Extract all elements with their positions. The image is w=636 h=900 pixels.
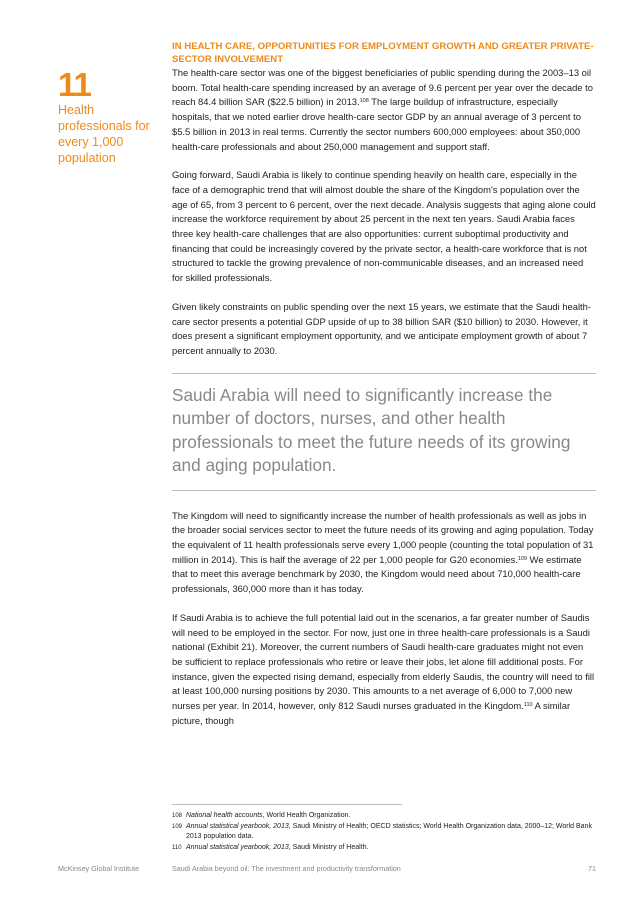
footnote-number: 110 [172, 844, 182, 851]
body-paragraph-3: Given likely constraints on public spending over the next 15 years, we estimate that the Saudi health-care sector presents a potential GDP upside of up to 38 billion SAR ($10 billion) to 2030. However, it does present a significant employment opportunity, and we anticipate employment growth of about 7 percent annually to 2030. [172, 300, 591, 356]
pull-quote: Saudi Arabia will need to significantly increase the number of doctors, nurses, and other health professionals to meet the future needs of its growing and aging population. [172, 384, 571, 476]
pull-quote-bottom-rule [172, 490, 596, 491]
paragraph-text: The large buildup of infrastructure, especially hospitals, that we noted earlier drove health-care sector GDP by an annual average of 3 percent to $5.5 billion in 2013 in real terms. Currently the sector numbers 600,000 employees: about 350,000 health-care professionals and about 250,000 management and support staff. [172, 96, 581, 152]
stat-number: 11 [58, 66, 91, 103]
footnote-text [186, 843, 596, 854]
footnotes [172, 804, 596, 853]
footnote-title: Annual statistical yearbook, 2013 [186, 843, 289, 851]
footer-publisher: McKinsey Global Institute [58, 864, 140, 873]
pull-quote-top-rule [172, 373, 596, 374]
footnote-item [172, 843, 596, 854]
section-heading: IN HEALTH CARE, OPPORTUNITIES FOR EMPLOYMENT GROWTH AND GREATER PRIVATE-SECTOR INVOLVEMENT [172, 41, 594, 65]
footnote-title: Annual statistical yearbook, 2013 [186, 822, 289, 830]
footnote-text [186, 811, 596, 822]
footnote-ref: 110 [523, 702, 533, 709]
paragraph-text: A similar picture, though [172, 700, 571, 726]
page-number: 71 [588, 864, 596, 873]
paragraph-text: The health-care sector was one of the biggest beneficiaries of public spending during the 2003–13 oil boom. Total health-care spending increased by an average of 9.6 percent per year over the decade to reach 84.4 billion SAR ($22.5 billion) in 2013. [172, 67, 593, 108]
footnote-ref: 108 [359, 98, 369, 105]
body-paragraph-5 [172, 611, 596, 729]
footnote-number: 109 [172, 823, 183, 830]
footer-report-title: Saudi Arabia beyond oil: The investment and productivity transformation [172, 864, 401, 873]
footnote-ref: 109 [517, 555, 528, 562]
stat-label: Health professionals for every 1,000 population [58, 103, 150, 165]
footnote-rest: , World Health Organization. [262, 812, 351, 819]
paragraph-text: The Kingdom will need to significantly increase the number of health professionals as well as jobs in the broader social services sector to meet the future needs of its growing and aging population. Today the equivalent of 11 health professionals serve every 1,000 people (counting the total population of 31 million in 2014). This is half the average of 22 per 1,000 people for G20 economies. [172, 509, 594, 565]
footnotes-rule [172, 804, 402, 805]
footnote-title: National health accounts [186, 812, 263, 819]
footnote-number: 108 [172, 813, 183, 819]
main-content [172, 40, 596, 729]
footnote-rest: , Saudi Ministry of Health. [288, 843, 369, 851]
body-paragraph-1 [172, 66, 596, 154]
paragraph-text: If Saudi Arabia is to achieve the full potential laid out in the scenarios, a far greater number of Saudis will need to be employed in the sector. For now, just one in three health-care professionals is a Saudi national (Exhibit 21). Moreover, the current numbers of Saudi health-care graduates might not even be sufficient to replace professionals who retire or leave their jobs, let alone fill additional posts. For instance, given the expected rising demand, especially from elderly Saudis, the country will need to fill at least 100,000 nursing positions by 2030. This amounts to a net average of 6,000 to 7,000 new nurses per year. In 2014, however, only 812 Saudi nurses graduated in the Kingdom. [172, 611, 595, 712]
paragraph-text: We estimate that to meet this average benchmark by 2030, the Kingdom would need about 710,000 health-care professionals, 360,000 more than it has today. [172, 553, 582, 595]
stat-sidebar [58, 68, 158, 166]
footnote-rest: , Saudi Ministry of Health; OECD statistics; World Health Organization data, 2000–12; World Bank 2013 population data. [186, 822, 592, 840]
body-paragraph-2: Going forward, Saudi Arabia is likely to continue spending heavily on health care, especially in the face of a demographic trend that will almost double the share of the Kingdom's population over the age of 65, from 3 percent to 6 percent, over the next decade. Analysis suggests that aging alone could increase the workforce requirement by about 25 percent in the next ten years. Saudi Arabia faces three key health-care challenges that are also opportunities: current suboptimal productivity and financing that could be increasingly covered by the private sector, a health-care workforce that is not structured to tackle the growing prevalence of non-communicable diseases, and an increased need for skilled professionals. [172, 169, 596, 284]
footnote-item [172, 822, 596, 843]
body-paragraph-4 [172, 509, 596, 597]
footnote-text [186, 822, 596, 843]
footnote-item [172, 811, 596, 822]
